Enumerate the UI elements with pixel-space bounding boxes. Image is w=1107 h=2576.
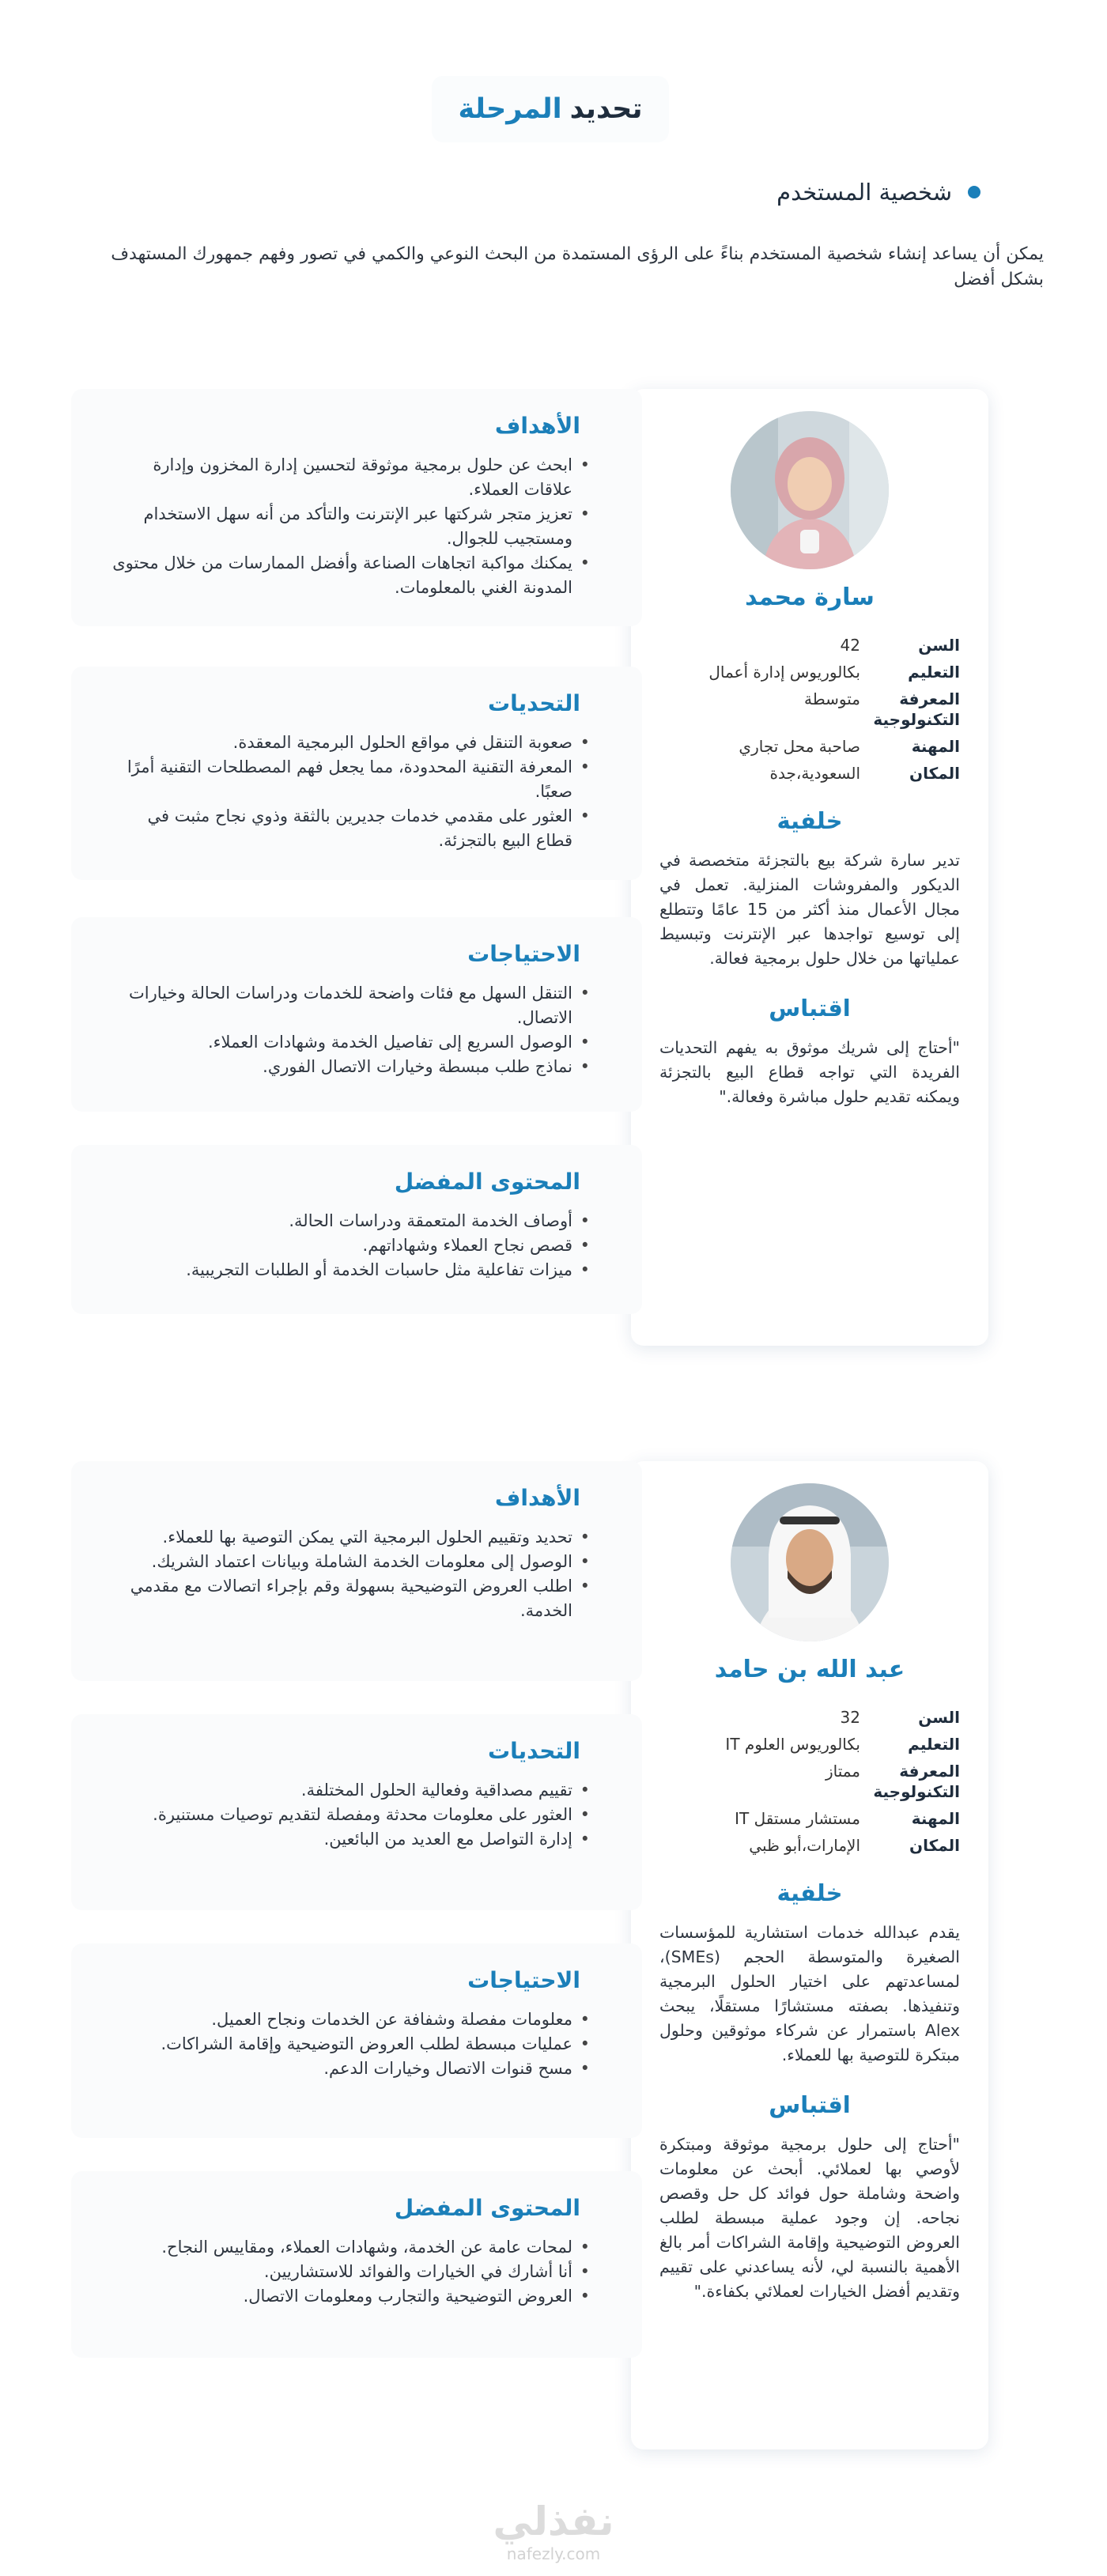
background-text: تدير سارة شركة بيع بالتجزئة متخصصة في الديكور والمفروشات المنزلية. تعمل في مجال الأعمال منذ أكثر من 15 عامًا وتتطلع إلى توسيع تواجدها عبر الإنترنت وتبسيط عملياتها من خلال حلول برمجية فعالة. [659, 851, 960, 968]
list-item: • ميزات تفاعلية مثل حاسبات الخدمة أو الطلبات التجريبية. [111, 1258, 590, 1282]
needs-list [111, 2008, 603, 2081]
list-item: • التنقل السهل مع فئات واضحة للخدمات ودراسات الحالة وخيارات الاتصال. [111, 981, 590, 1030]
quote-text: "أحتاج إلى حلول برمجية موثوقة ومبتكرة لأوصي بها لعملائي. أبحث عن معلومات واضحة وشاملة حول فوائد كل حل وقصص نجاحه. إن وجود عملية مبسطة لطلب العروض التوضيحية وإقامة الشراكات أمر بالغ الأهمية بالنسبة لي، لأنه يساعدني على تقييم وتقديم أفضل الخيارات لعملائي بكفاءة." [659, 2135, 960, 2301]
education-label: التعليم [908, 1735, 960, 1754]
list-item: • صعوبة التنقل في مواقع الحلول البرمجية المعقدة. [111, 731, 590, 755]
challenges-title: التحديات [487, 1738, 580, 1764]
needs-box-1 [71, 917, 642, 1112]
list-item: • عمليات مبسطة لطلب العروض التوضيحية وإقامة الشراكات. [111, 2032, 590, 2057]
bullet-dot-icon [968, 186, 980, 198]
list-item: • لمحات عامة عن الخدمة، وشهادات العملاء، ومقاييس النجاح. [111, 2235, 590, 2260]
tech-value: ممتاز [825, 1762, 860, 1781]
list-item: • ابحث عن حلول برمجية موثوقة لتحسين إدارة المخزون وإدارة علاقات العملاء. [111, 453, 590, 502]
info-row-education [659, 1734, 960, 1754]
info-row-job [659, 1808, 960, 1829]
list-item: • العثور على مقدمي خدمات جديرين بالثقة وذوي نجاح مثبت في قطاع البيع بالتجزئة. [111, 804, 590, 853]
tech-label: المعرفة التكنولوجية [873, 689, 960, 729]
list-item: • أوصاف الخدمة المتعمقة ودراسات الحالة. [111, 1209, 590, 1233]
list-item: • قصص نجاح العملاء وشهاداتهم. [111, 1233, 590, 1258]
challenges-list [111, 731, 603, 853]
goals-box-1 [71, 389, 642, 626]
content-title: المحتوى المفضل [394, 1169, 580, 1195]
section-heading-text: شخصية المستخدم [776, 179, 952, 206]
quote-text: "أحتاج إلى شريك موثوق به يفهم التحديات الفريدة التي تواجه قطاع البيع بالتجزئة ويمكنه تقديم حلول مباشرة وفعالة." [659, 1038, 960, 1106]
location-value: السعودية،جدة [769, 764, 860, 783]
list-item: • تقييم مصداقية وفعالية الحلول المختلفة. [111, 1778, 590, 1803]
info-row-tech [659, 689, 960, 730]
location-label: المكان [909, 764, 960, 783]
list-item: • اطلب العروض التوضيحية بسهولة وقم بإجراء اتصالات مع مقدمي الخدمة. [111, 1574, 590, 1623]
list-item: • أنا أشارك في الخيارات والفوائد للاستشاريين. [111, 2260, 590, 2284]
woman-portrait-icon [731, 411, 889, 569]
list-item: • العروض التوضيحية والتجارب ومعلومات الاتصال. [111, 2284, 590, 2309]
age-label: السن [918, 1708, 960, 1727]
avatar-persona-1 [731, 411, 889, 569]
persona-card-1 [631, 389, 988, 1346]
job-label: المهنة [911, 737, 960, 756]
background-text: يقدم عبدالله خدمات استشارية للمؤسسات الصغيرة والمتوسطة الحجم (SMEs)، لمساعدتهم على اختيار الحلول البرمجية وتنفيذها. بصفته مستشارًا مستقلًا، يبحث Alex باستمرار عن شركاء موثوقين وحلول مبتكرة للتوصية بها للعملاء. [659, 1923, 960, 2064]
page-title [432, 76, 669, 142]
list-item: • العثور على معلومات محدثة ومفصلة لتقديم توصيات مستنيرة. [111, 1803, 590, 1827]
goals-list [111, 453, 603, 600]
persona-card-2 [631, 1461, 988, 2449]
content-title: المحتوى المفضل [394, 2195, 580, 2221]
tech-value: متوسطة [804, 689, 860, 708]
info-row-education [659, 662, 960, 682]
list-item: • يمكنك مواكبة اتجاهات الصناعة وأفضل الممارسات من خلال محتوى المدونة الغني بالمعلومات. [111, 551, 590, 600]
education-value: بكالوريوس إدارة أعمال [708, 663, 860, 682]
education-value: بكالوريوس العلوم IT [725, 1735, 860, 1754]
goals-title: الأهداف [494, 413, 580, 439]
list-item: • تحديد وتقييم الحلول البرمجية التي يمكن التوصية بها للعملاء. [111, 1525, 590, 1550]
list-item: • معلومات مفصلة وشفافة عن الخدمات ونجاح العميل. [111, 2008, 590, 2032]
info-row-tech [659, 1761, 960, 1802]
age-value: 42 [840, 636, 860, 655]
list-item: • إدارة التواصل مع العديد من البائعين. [111, 1827, 590, 1852]
job-value: صاحبة محل تجاري [739, 737, 860, 756]
logo-subtext: nafezly.com [506, 2544, 601, 2563]
goals-box-2 [71, 1461, 642, 1681]
page-title-part2: المرحلة [458, 93, 562, 125]
logo-text: نفذلي [493, 2499, 614, 2544]
list-item: • نماذج طلب مبسطة وخيارات الاتصال الفوري. [111, 1055, 590, 1079]
needs-list [111, 981, 603, 1079]
list-item: • تعزيز متجر شركتها عبر الإنترنت والتأكد من أنه سهل الاستخدام ومستجيب للجوال. [111, 502, 590, 551]
education-label: التعليم [908, 663, 960, 682]
needs-title: الاحتياجات [467, 1967, 580, 1993]
job-value: مستشار مستقل IT [735, 1809, 860, 1828]
challenges-box-2 [71, 1714, 642, 1910]
man-portrait-icon [731, 1483, 889, 1641]
list-item: • مسح قنوات الاتصال وخيارات الدعم. [111, 2057, 590, 2081]
location-value: الإمارات،أبو ظبي [749, 1836, 860, 1855]
background-title: خلفية [776, 807, 843, 834]
job-label: المهنة [911, 1809, 960, 1828]
info-row-location [659, 1835, 960, 1856]
info-row-age [659, 635, 960, 655]
content-list [111, 1209, 603, 1282]
needs-box-2 [71, 1943, 642, 2138]
persona-name: عبد الله بن حامد [714, 1656, 905, 1683]
list-item: • الوصول السريع إلى تفاصيل الخدمة وشهادات العملاء. [111, 1030, 590, 1055]
age-value: 32 [840, 1708, 860, 1727]
info-row-job [659, 736, 960, 757]
challenges-box-1 [71, 667, 642, 880]
location-label: المكان [909, 1836, 960, 1855]
section-heading [776, 179, 980, 206]
challenges-title: التحديات [487, 690, 580, 716]
content-list [111, 2235, 603, 2309]
info-row-age [659, 1707, 960, 1728]
age-label: السن [918, 636, 960, 655]
background-title: خلفية [776, 1879, 843, 1906]
persona-name: سارة محمد [745, 584, 875, 611]
tech-label: المعرفة التكنولوجية [873, 1762, 960, 1801]
list-item: • المعرفة التقنية المحدودة، مما يجعل فهم المصطلحات التقنية أمرًا صعبًا. [111, 755, 590, 804]
quote-title: اقتباس [769, 2091, 851, 2118]
info-row-location [659, 763, 960, 784]
list-item: • الوصول إلى معلومات الخدمة الشاملة وبيانات اعتماد الشريك. [111, 1550, 590, 1574]
content-box-1 [71, 1145, 642, 1314]
goals-title: الأهداف [494, 1485, 580, 1511]
challenges-list [111, 1778, 603, 1852]
needs-title: الاحتياجات [467, 941, 580, 967]
goals-list [111, 1525, 603, 1623]
avatar-persona-2 [731, 1483, 889, 1641]
content-box-2 [71, 2171, 642, 2358]
section-intro: يمكن أن يساعد إنشاء شخصية المستخدم بناءً على الرؤى المستمدة من البحث النوعي والكمي في تصور وفهم جمهورك المستهدف بشكل أفضل [111, 244, 1044, 289]
nafezly-watermark-logo [474, 2499, 633, 2563]
page-title-part1: تحديد [569, 93, 643, 125]
quote-title: اقتباس [769, 995, 851, 1022]
